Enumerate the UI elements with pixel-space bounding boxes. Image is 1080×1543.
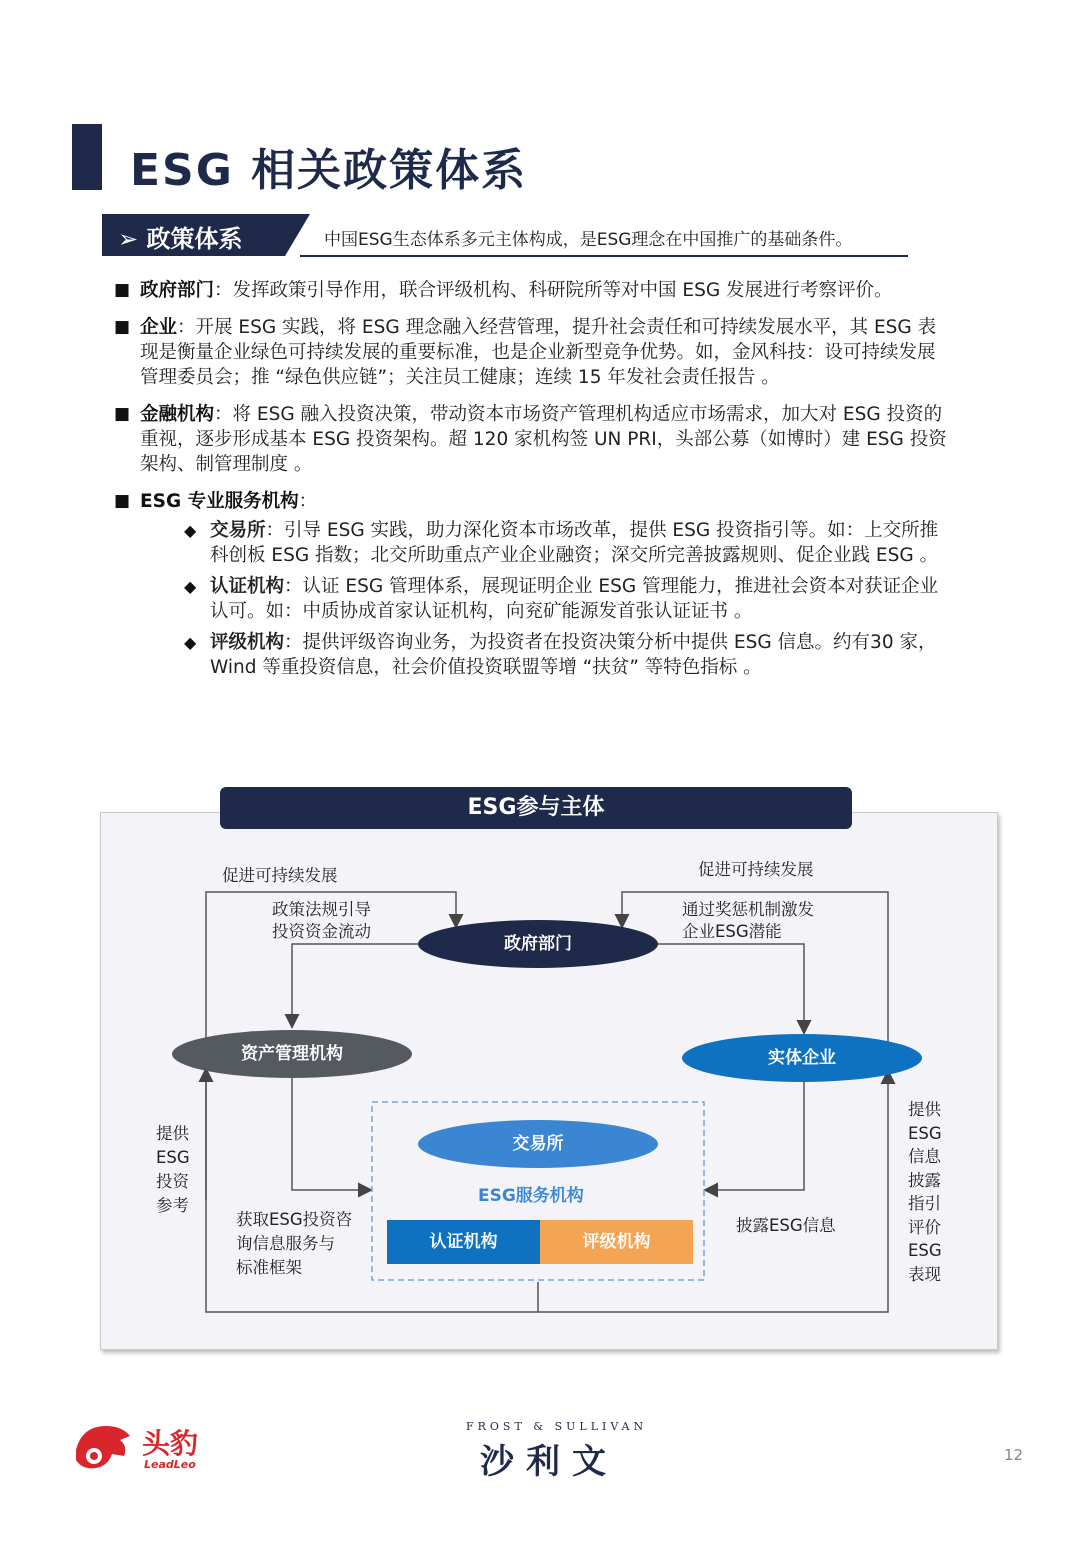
label-policy-2: 投资资金流动	[272, 922, 371, 941]
label-promote-left: 促进可持续发展	[222, 866, 338, 885]
diamond-bullet-icon: ◆	[184, 521, 197, 540]
label-line: 表现	[908, 1264, 941, 1284]
page-number: 12	[1004, 1446, 1024, 1464]
node-certification: 认证机构	[387, 1220, 540, 1264]
bullet-text: ：开展 ESG 实践，将 ESG 理念融入经营管理，提升社会责任和可持续发展水平，其 ESG 表现是衡量企业绿色可持续发展的重要标准，也是企业新型竞争优势。如，金风科技：设可持续发展管理委员会；推 “绿色供应链”；关注员工健康；连续 15 年发社会责任报告 。	[140, 317, 937, 388]
node-enterprise: 实体企业	[682, 1034, 922, 1082]
label-policy-1: 政策法规引导	[272, 900, 371, 919]
bullet-text: ：发挥政策引导作用，联合评级机构、科研院所等对中国 ESG 发展进行考察评价。	[214, 280, 893, 301]
bullet-text: ：将 ESG 融入投资决策，带动资本市场资产管理机构适应市场需求，加大对 ESG 投资的重视，逐步形成基本 ESG 投资架构。超 120 家机构签 UN PRI，头部公募（如博时）建 ESG 投资架构、制管理制度 。	[140, 404, 947, 475]
node-asset-management: 资产管理机构	[172, 1030, 412, 1078]
label-promote-right: 促进可持续发展	[698, 860, 814, 879]
bullet-term: 企业	[140, 317, 178, 338]
flow-right-up	[538, 1072, 888, 1312]
diamond-bullet-icon: ◆	[184, 633, 197, 652]
flow-asset-service	[292, 1078, 370, 1190]
bullet-text: ：	[298, 491, 318, 512]
label-line: ESG	[908, 1123, 942, 1143]
label-line: 获取ESG投资咨	[236, 1210, 353, 1229]
leadleo-brand-en: LeadLeo	[144, 1458, 196, 1471]
label-line: 投资	[156, 1172, 189, 1191]
flow-gov-asset	[292, 944, 418, 1026]
leadleo-logo-icon	[72, 1420, 136, 1474]
label-line: 询信息服务与	[236, 1234, 335, 1253]
label-line: ESG	[908, 1241, 942, 1260]
diagram-header: ESG参与主体	[220, 787, 852, 829]
square-bullet-icon: ■	[114, 491, 131, 511]
label-line: 参考	[156, 1196, 189, 1215]
frost-sullivan-en: FROST & SULLIVAN	[466, 1420, 648, 1433]
square-bullet-icon: ■	[114, 404, 131, 424]
sub-bullet-term: 交易所	[210, 520, 266, 541]
label-line: 评价	[908, 1217, 941, 1237]
bullet-term: 政府部门	[140, 280, 215, 301]
label-obtain-info	[236, 1208, 352, 1280]
bullet-term: 金融机构	[140, 404, 215, 425]
sub-bullet-text: ：认证 ESG 管理体系，展现证明企业 ESG 管理能力，推进社会资本对获证企业认可。如：中质协成首家认证机构，向兖矿能源发首张认证证书 。	[210, 576, 939, 622]
frost-sullivan-cn: 沙利文	[480, 1442, 618, 1482]
label-line: 指引	[908, 1194, 941, 1213]
page-title: ESG 相关政策体系	[130, 145, 528, 196]
sub-bullet-text: ：引导 ESG 实践，助力深化资本市场改革，提供 ESG 投资指引等。如：上交所推科创板 ESG 指数；北交所助重点产业企业融资；深交所完善披露规则、促企业践 ESG 。	[210, 520, 939, 566]
sub-bullet-text: ：提供评级咨询业务，为投资者在投资决策分析中提供 ESG 信息。约有30 家，Wind 等重投资信息，社会价值投资联盟等增 “扶贫” 等特色指标 。	[210, 632, 937, 678]
node-rating: 评级机构	[540, 1220, 693, 1264]
flow-gov-enterprise	[658, 944, 804, 1032]
label-incent-1: 通过奖惩机制激发	[682, 900, 814, 919]
sub-bullet-term: 认证机构	[210, 576, 285, 597]
leadleo-brand-cn: 头豹	[142, 1427, 199, 1460]
node-exchange: 交易所	[418, 1120, 658, 1168]
bullet-term: ESG 专业服务机构	[140, 491, 299, 512]
flow-enterprise-service	[706, 1082, 804, 1190]
sub-bullet-term: 评级机构	[210, 632, 285, 653]
section-description: 中国ESG生态体系多元主体构成，是ESG理念在中国推广的基础条件。	[324, 230, 853, 250]
label-left-vertical	[156, 1122, 190, 1218]
square-bullet-icon: ■	[114, 317, 131, 337]
label-incent-2: 企业ESG潜能	[682, 922, 782, 941]
label-line: 提供	[908, 1100, 941, 1119]
label-line: 信息	[908, 1147, 941, 1166]
label-disclose: 披露ESG信息	[736, 1216, 836, 1235]
node-government: 政府部门	[418, 920, 658, 968]
label-line: 标准框架	[236, 1258, 302, 1277]
label-line: 披露	[908, 1170, 941, 1190]
label-line: ESG	[156, 1148, 190, 1167]
section-tag-label: ➢ 政策体系	[118, 225, 243, 253]
label-service-org: ESG服务机构	[478, 1186, 584, 1206]
label-right-vertical	[908, 1098, 942, 1286]
diamond-bullet-icon: ◆	[184, 577, 197, 596]
label-line: 提供	[156, 1124, 189, 1143]
square-bullet-icon: ■	[114, 280, 131, 300]
